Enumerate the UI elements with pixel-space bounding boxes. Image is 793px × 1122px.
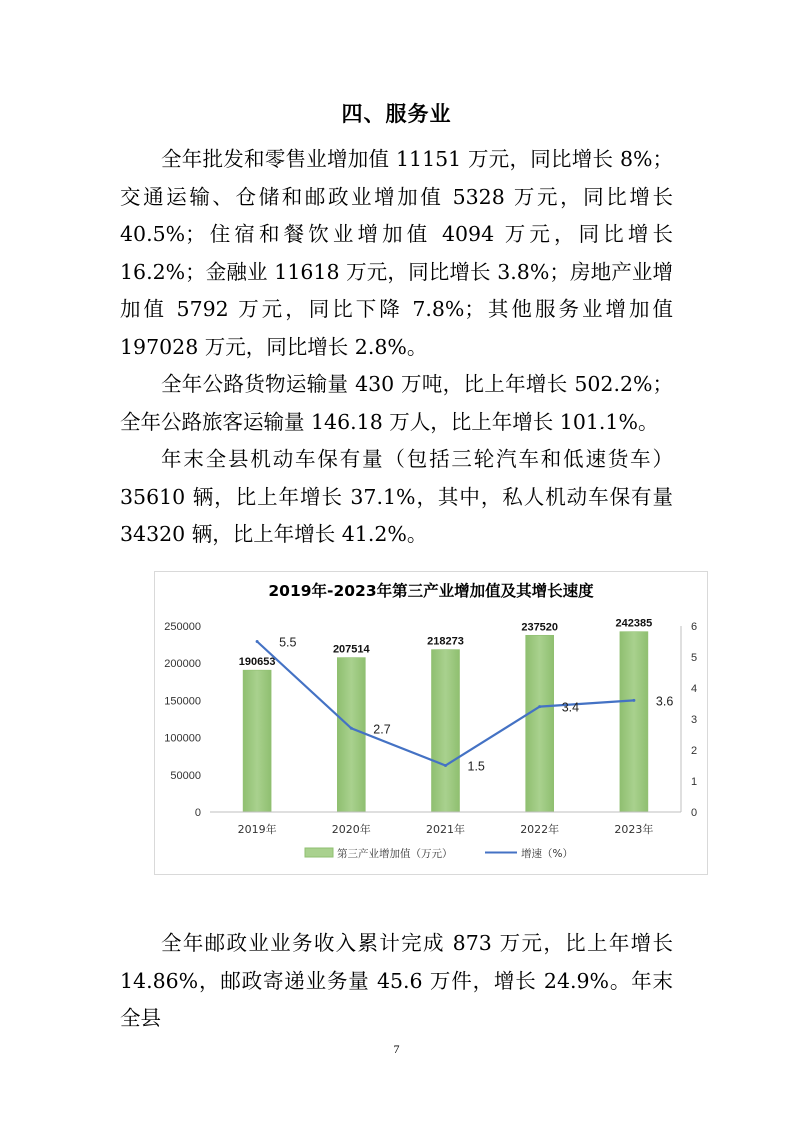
paragraph-postal: 全年邮政业业务收入累计完成 873 万元，比上年增长 14.86%，邮政寄递业务量 45.6 万件，增长 24.9%。年末全县: [120, 931, 673, 1031]
chart-title: 2019年-2023年第三产业增加值及其增长速度: [268, 582, 594, 600]
growth-rate-label-4: 3.4: [561, 700, 580, 715]
x-axis-tick-2: 2020年: [331, 823, 371, 836]
bar-4: [526, 635, 554, 812]
x-axis-tick-4: 2022年: [520, 823, 560, 836]
bar-value-label-1: 190653: [238, 656, 276, 669]
paragraph-service-industry: 全年批发和零售业增加值 11151 万元，同比增长 8%；交通运输、仓储和邮政业增加值 5328 万元，同比增长 40.5%；住宿和餐饮业增加值 4094 万元，同比增长 16.2%；金融业 11618 万元，同比增长 3.8%；房地产业增加值 5792 万元，同比下降 7.8%；其他服务业增加值 197028 万元，同比增长 2.8%。: [120, 147, 673, 359]
x-axis-tick-1: 2019年: [237, 823, 277, 836]
right-axis-tick-5: 5: [691, 652, 698, 664]
bar-value-label-5: 242385: [615, 617, 653, 630]
left-axis-tick-0: 0: [194, 807, 201, 819]
growth-rate-label-3: 1.5: [467, 759, 485, 774]
right-axis-tick-2: 2: [691, 745, 698, 757]
left-axis-tick-3: 150000: [164, 695, 201, 708]
growth-rate-point-5: [632, 699, 635, 702]
growth-rate-point-3: [444, 764, 447, 767]
right-axis-tick-6: 6: [691, 621, 698, 633]
growth-rate-point-1: [256, 640, 259, 643]
right-axis-tick-3: 3: [691, 714, 698, 726]
paragraph-motor-vehicles: 年末全县机动车保有量（包括三轮汽车和低速货车）35610 辆，比上年增长 37.1%，其中，私人机动车保有量 34320 辆，比上年增长 41.2%。: [120, 447, 673, 547]
right-axis-tick-0: 0: [691, 807, 698, 819]
left-axis-tick-2: 100000: [164, 732, 201, 745]
left-axis-tick-5: 250000: [164, 621, 201, 633]
legend-bar-swatch: [305, 848, 333, 857]
bar-5: [620, 632, 648, 812]
growth-rate-label-1: 5.5: [279, 635, 297, 650]
bar-3: [432, 650, 460, 812]
x-axis-tick-5: 2023年: [614, 823, 654, 836]
legend-line-label: 增速（%）: [521, 848, 573, 860]
bar-2: [337, 658, 365, 812]
bar-value-label-4: 237520: [521, 621, 559, 634]
paragraph-road-transport: 全年公路货物运输量 430 万吨，比上年增长 502.2%；全年公路旅客运输量 146.18 万人，比上年增长 101.1%。: [120, 372, 673, 434]
legend-bar-label: 第三产业增加值（万元）: [337, 848, 453, 860]
left-axis-tick-1: 50000: [170, 769, 201, 782]
section-heading: 四、服务业: [341, 101, 452, 126]
chart-svg: [155, 572, 707, 874]
tertiary-industry-chart: [154, 571, 708, 875]
right-axis-tick-4: 4: [691, 683, 698, 695]
page-number: 7: [393, 1042, 400, 1056]
growth-rate-point-4: [538, 705, 541, 708]
growth-rate-label-2: 2.7: [373, 722, 391, 737]
growth-rate-label-5: 3.6: [655, 694, 674, 709]
x-axis-tick-3: 2021年: [426, 823, 465, 836]
bar-1: [243, 670, 271, 812]
bar-value-label-2: 207514: [332, 643, 370, 656]
left-axis-tick-4: 200000: [164, 658, 201, 671]
growth-rate-point-2: [350, 727, 353, 730]
right-axis-tick-1: 1: [691, 776, 698, 788]
bar-value-label-3: 218273: [427, 635, 464, 648]
